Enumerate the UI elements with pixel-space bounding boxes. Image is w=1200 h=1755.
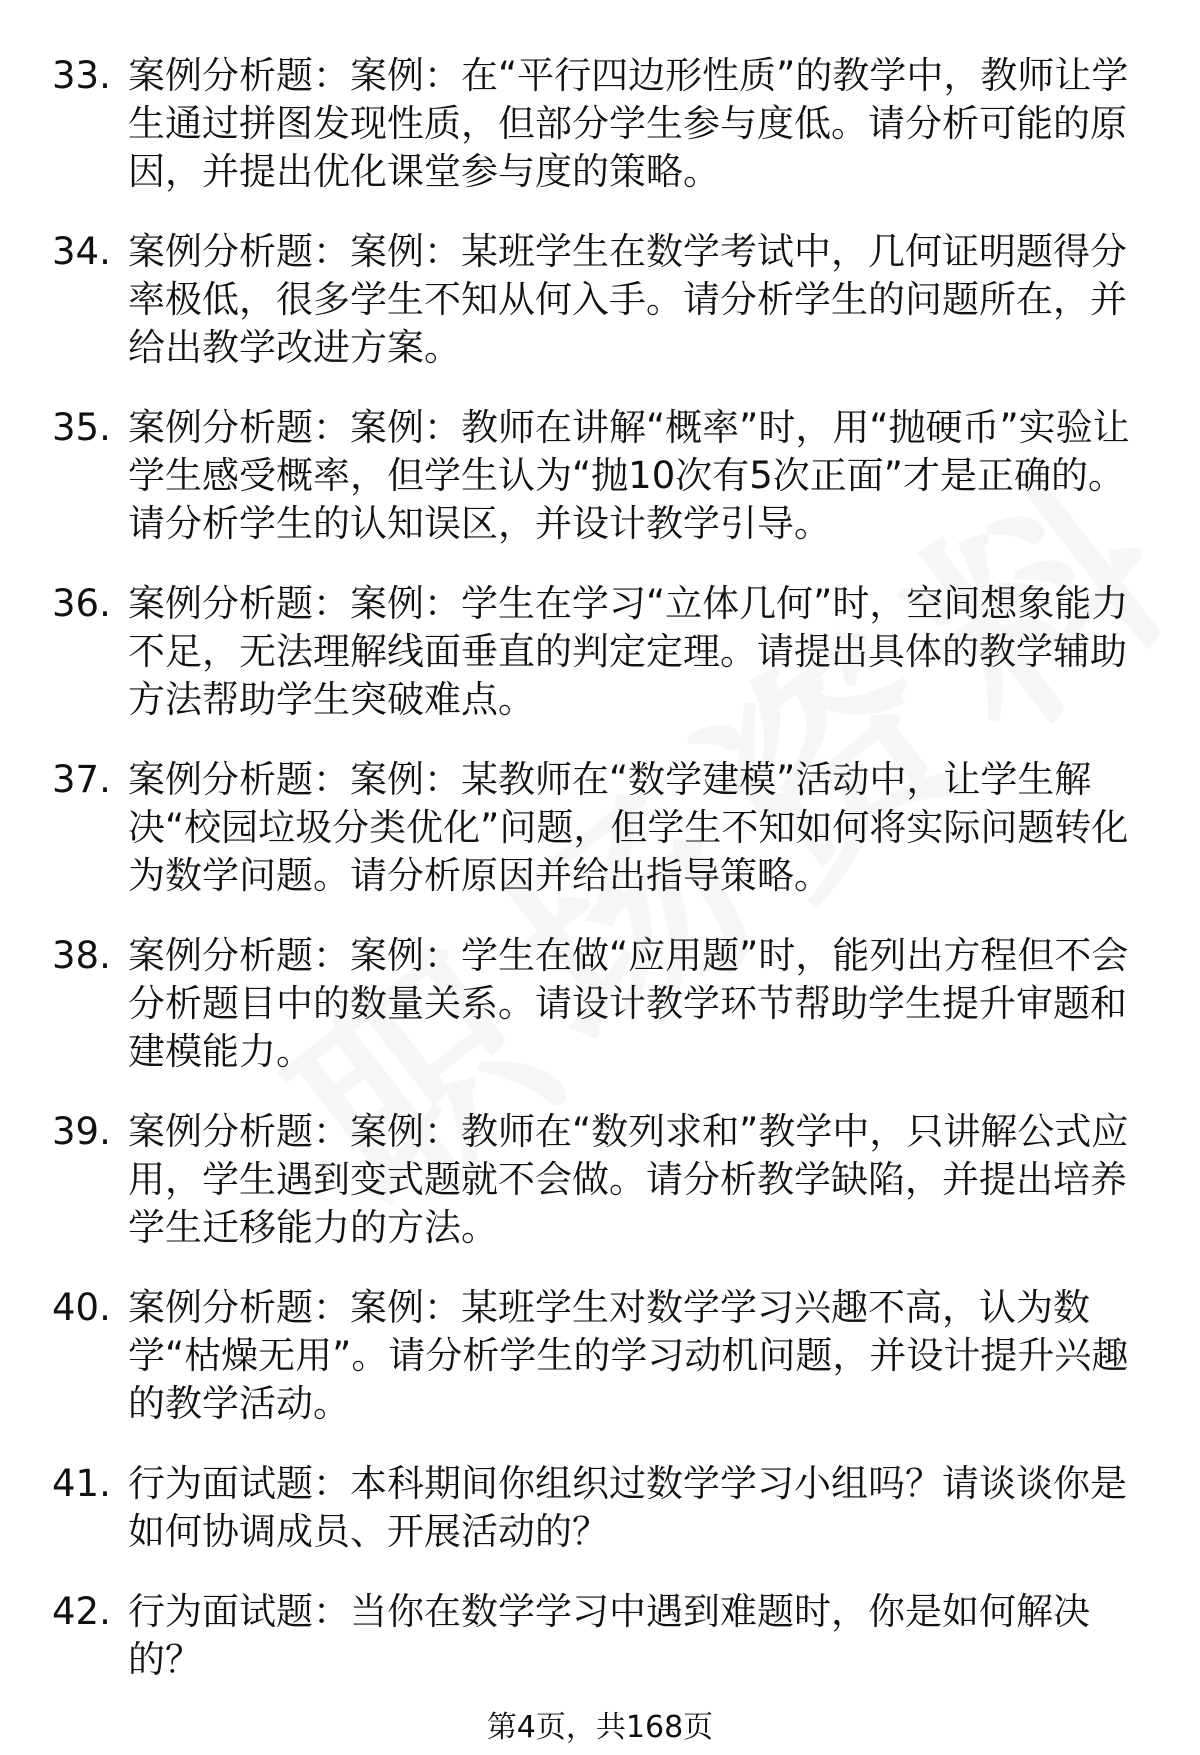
question-number: 35. [52, 406, 111, 449]
question-number: 36. [52, 582, 111, 625]
question-item [52, 1460, 1152, 1556]
question-number: 37. [52, 758, 111, 801]
question-number: 39. [52, 1110, 111, 1153]
question-item [52, 228, 1152, 372]
question-text: 案例分析题：案例：教师在讲解“概率”时，用“抛硬币”实验让学生感受概率，但学生认为“抛10次有5次正面”才是正确的。请分析学生的认知误区，并设计教学引导。 [128, 406, 1130, 545]
question-item [52, 1284, 1152, 1428]
page-footer: 第4页，共168页 [486, 1710, 714, 1745]
question-item [52, 404, 1152, 548]
question-number: 41. [52, 1462, 111, 1505]
question-number: 38. [52, 934, 111, 977]
question-text: 案例分析题：案例：教师在“数列求和”教学中，只讲解公式应用，学生遇到变式题就不会做。请分析教学缺陷，并提出培养学生迁移能力的方法。 [128, 1110, 1129, 1249]
question-text: 案例分析题：案例：某教师在“数学建模”活动中，让学生解决“校园垃圾分类优化”问题，但学生不知如何将实际问题转化为数学问题。请分析原因并给出指导策略。 [128, 758, 1129, 897]
question-text: 行为面试题：当你在数学学习中遇到难题时，你是如何解决的？ [128, 1590, 1090, 1681]
question-text: 案例分析题：案例：学生在学习“立体几何”时，空间想象能力不足，无法理解线面垂直的判定定理。请提出具体的教学辅助方法帮助学生突破难点。 [128, 582, 1129, 721]
question-text: 案例分析题：案例：某班学生在数学考试中，几何证明题得分率极低，很多学生不知从何入手。请分析学生的问题所在，并给出教学改进方案。 [128, 230, 1127, 369]
question-text: 案例分析题：案例：在“平行四边形性质”的教学中，教师让学生通过拼图发现性质，但部分学生参与度低。请分析可能的原因，并提出优化课堂参与度的策略。 [128, 54, 1129, 193]
question-item [52, 1588, 1152, 1684]
question-item [52, 52, 1152, 196]
question-item [52, 932, 1152, 1076]
question-number: 33. [52, 54, 111, 97]
question-list [52, 52, 1152, 1716]
question-number: 40. [52, 1286, 111, 1329]
question-item [52, 1108, 1152, 1252]
question-text: 行为面试题：本科期间你组织过数学学习小组吗？请谈谈你是如何协调成员、开展活动的？ [128, 1462, 1127, 1553]
question-number: 42. [52, 1590, 111, 1633]
question-number: 34. [52, 230, 111, 273]
question-item [52, 756, 1152, 900]
question-item [52, 580, 1152, 724]
question-text: 案例分析题：案例：学生在做“应用题”时，能列出方程但不会分析题目中的数量关系。请设计教学环节帮助学生提升审题和建模能力。 [128, 934, 1129, 1073]
question-text: 案例分析题：案例：某班学生对数学学习兴趣不高，认为数学“枯燥无用”。请分析学生的学习动机问题，并设计提升兴趣的教学活动。 [128, 1286, 1129, 1425]
